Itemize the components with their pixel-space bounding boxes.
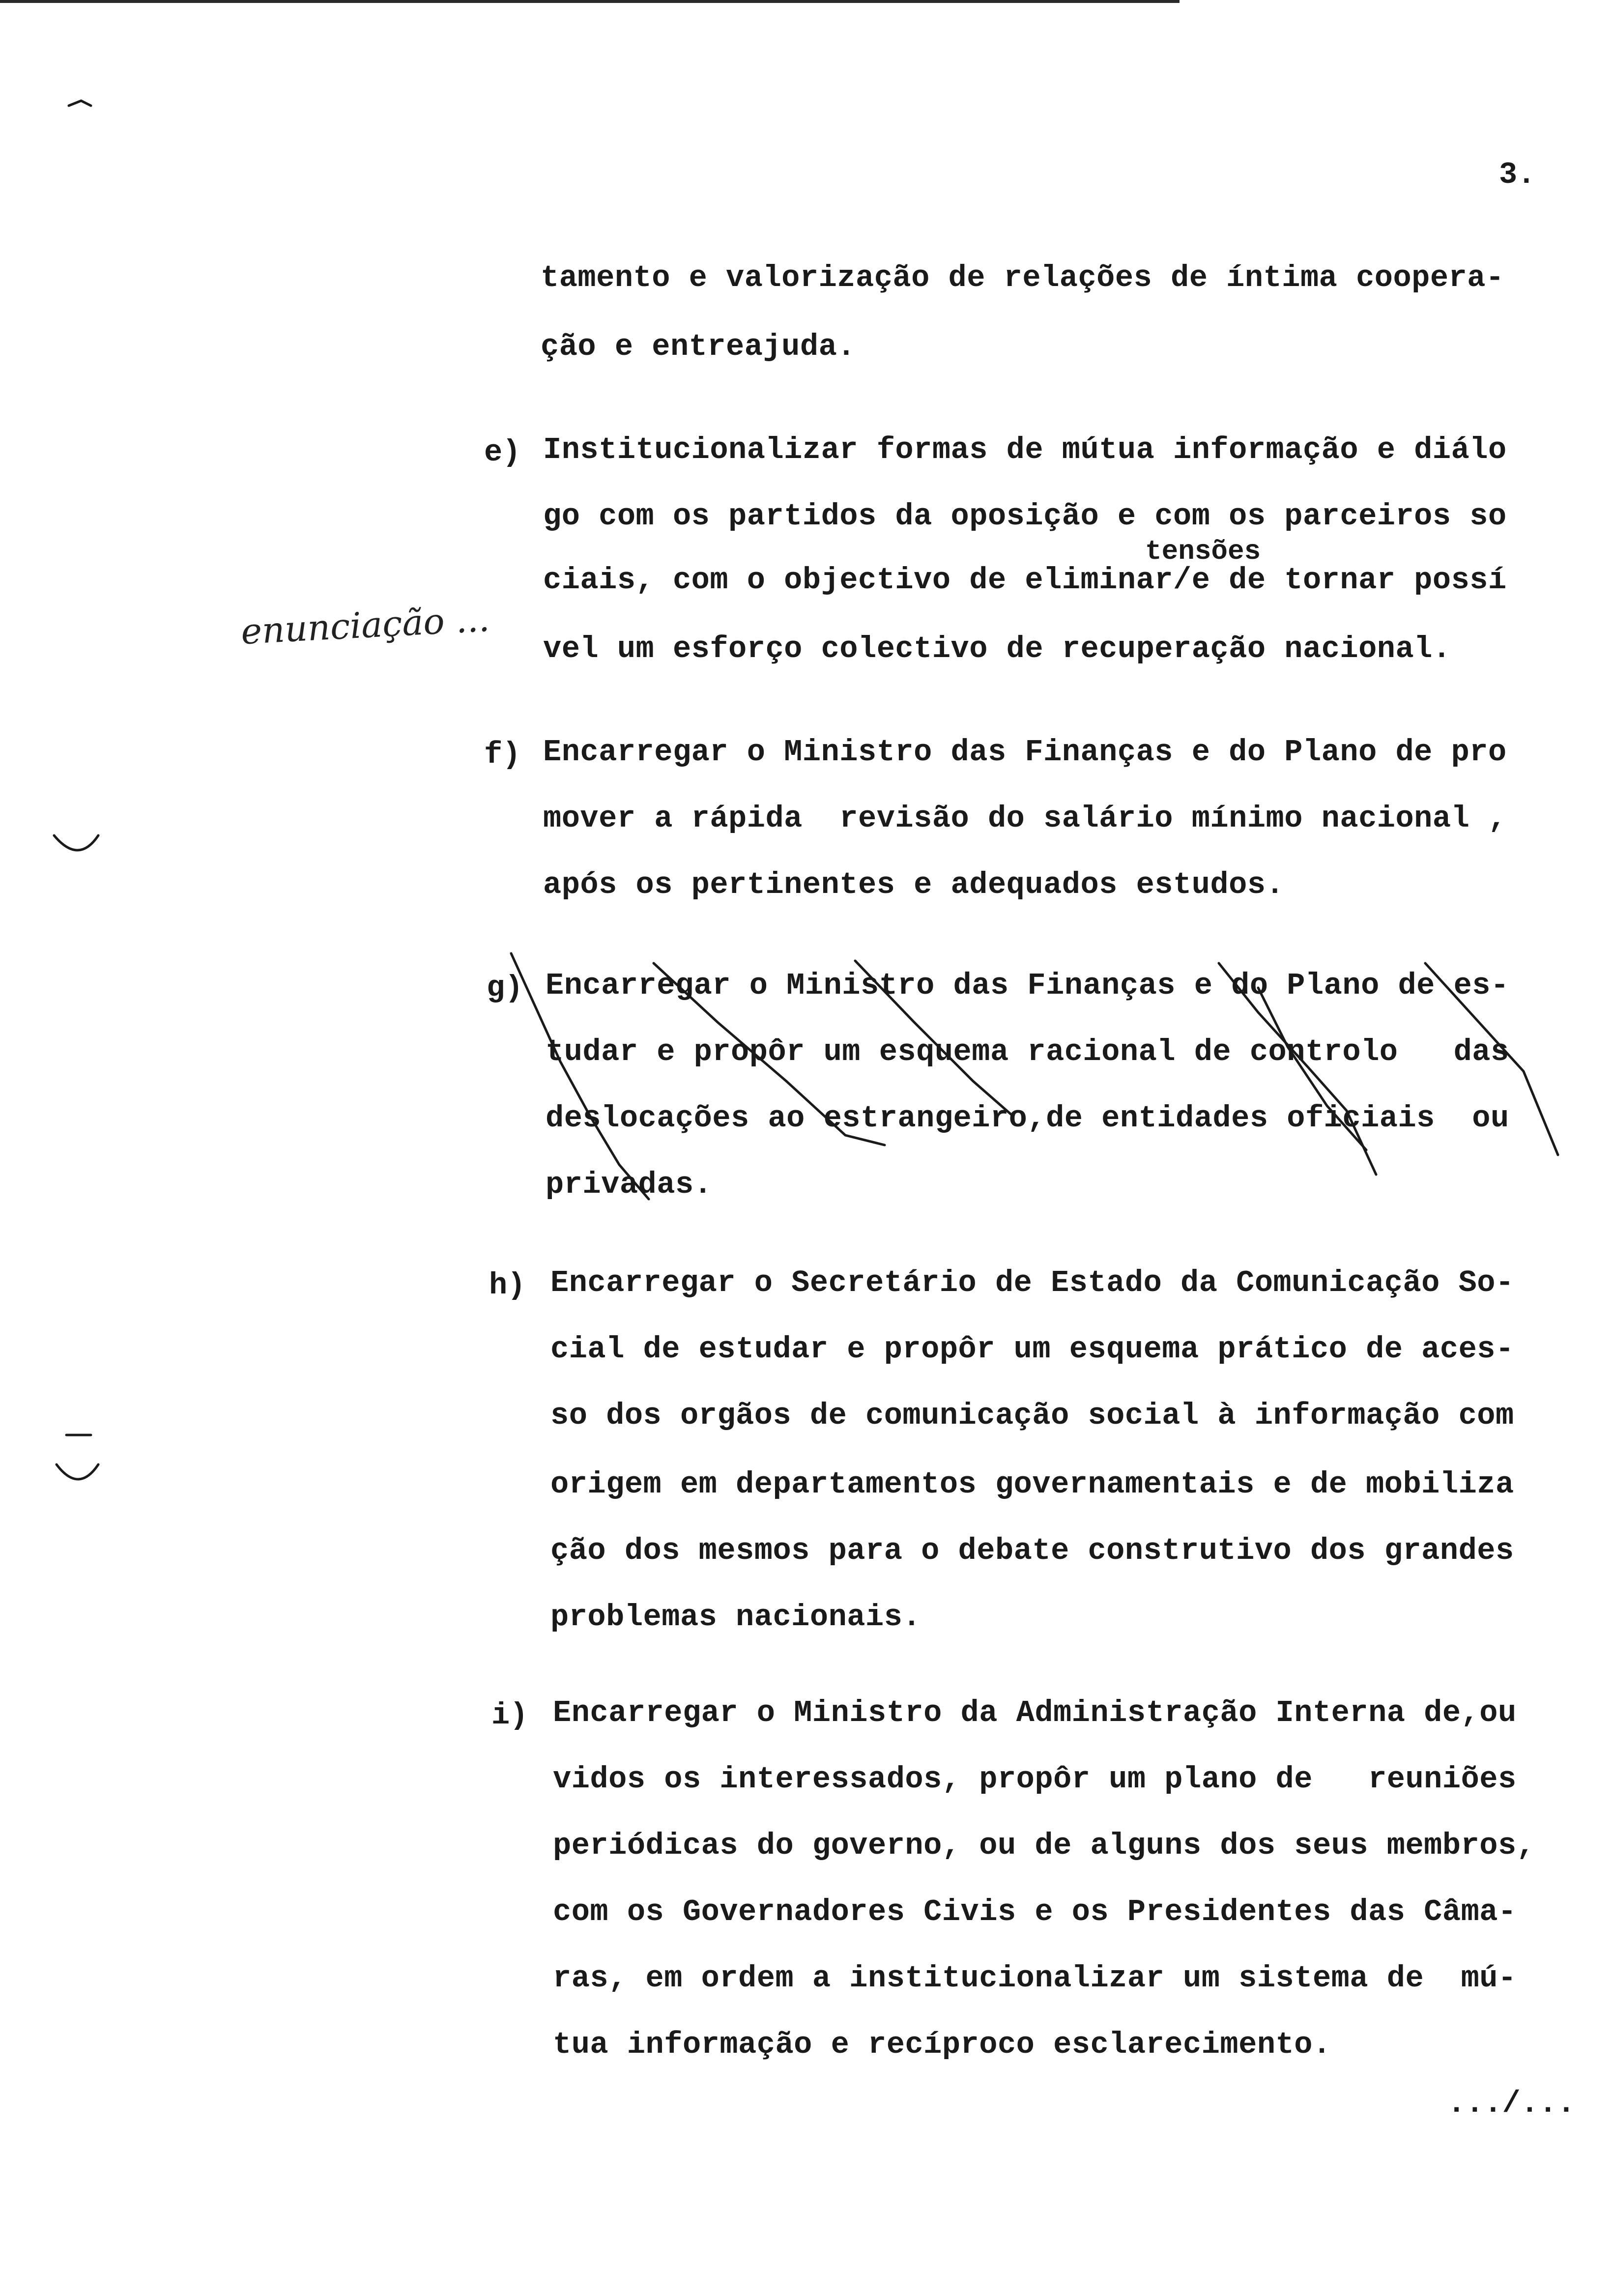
item-f-line: mover a rápida revisão do salário mínimo nacional , xyxy=(543,801,1507,836)
continuation-line: ção e entreajuda. xyxy=(541,329,856,364)
item-g-line: Encarregar o Ministro das Finanças e do Plano de es- xyxy=(546,968,1509,1003)
item-h-line: Encarregar o Secretário de Estado da Comunicação So- xyxy=(550,1265,1514,1300)
item-i-line: com os Governadores Civis e os Presidentes das Câma- xyxy=(553,1894,1517,1929)
punch-hole-mark xyxy=(54,835,98,850)
strike-zigzag xyxy=(511,953,649,1199)
strike-zigzag xyxy=(1425,963,1558,1155)
corner-scribble xyxy=(69,101,91,106)
item-h-line: so dos orgãos de comunicação social à informação com xyxy=(550,1398,1514,1433)
item-label-g: g) xyxy=(487,971,523,1005)
page-number: 3. xyxy=(1499,157,1536,192)
continuation-line: tamento e valorização de relações de íntima coopera- xyxy=(541,260,1504,295)
punch-hole-mark xyxy=(57,1464,98,1479)
item-h-line: problemas nacionais. xyxy=(550,1600,921,1635)
item-h-line: ção dos mesmos para o debate construtivo dos grandes xyxy=(550,1533,1514,1568)
strike-zigzag xyxy=(654,963,885,1145)
strike-zigzag xyxy=(1258,988,1366,1150)
strike-zigzag xyxy=(1219,963,1376,1175)
item-label-h: h) xyxy=(489,1268,526,1303)
item-i-line: periódicas do governo, ou de alguns dos seus membros, xyxy=(553,1828,1535,1863)
handwritten-insertion: tensões xyxy=(1145,536,1261,567)
item-e-line: vel um esforço colectivo de recuperação nacional. xyxy=(543,631,1451,666)
item-e-line: go com os partidos da oposição e com os parceiros so xyxy=(543,499,1507,534)
item-f-line: após os pertinentes e adequados estudos. xyxy=(543,867,1285,902)
item-label-f: f) xyxy=(484,737,521,772)
item-g-line: deslocações ao estrangeiro,de entidades oficiais ou xyxy=(546,1101,1509,1136)
item-g-line: privadas. xyxy=(546,1167,713,1202)
item-h-line: origem em departamentos governamentais e de mobiliza xyxy=(550,1467,1514,1502)
item-e-line: ciais, com o objectivo de eliminar/e de tornar possí xyxy=(543,563,1507,598)
item-f-line: Encarregar o Ministro das Finanças e do Plano de pro xyxy=(543,735,1507,770)
item-i-line: vidos os interessados, propôr um plano de reuniões xyxy=(553,1762,1517,1797)
strike-zigzag xyxy=(855,961,1012,1116)
margin-handwritten-note: enunciação ... xyxy=(240,598,491,653)
item-h-line: cial de estudar e propôr um esquema prático de aces- xyxy=(550,1332,1514,1367)
item-e-line: Institucionalizar formas de mútua informação e diálo xyxy=(543,432,1507,467)
item-label-e: e) xyxy=(484,435,521,470)
continuation-marker: .../... xyxy=(1447,2086,1576,2121)
item-i-line: Encarregar o Ministro da Administração Interna de,ou xyxy=(553,1695,1517,1730)
item-label-i: i) xyxy=(491,1698,528,1733)
item-i-line: tua informação e recíproco esclarecimento. xyxy=(553,2027,1331,2062)
item-g-line: tudar e propôr um esquema racional de controlo das xyxy=(546,1034,1509,1069)
item-i-line: ras, em ordem a institucionalizar um sistema de mú- xyxy=(553,1961,1517,1996)
